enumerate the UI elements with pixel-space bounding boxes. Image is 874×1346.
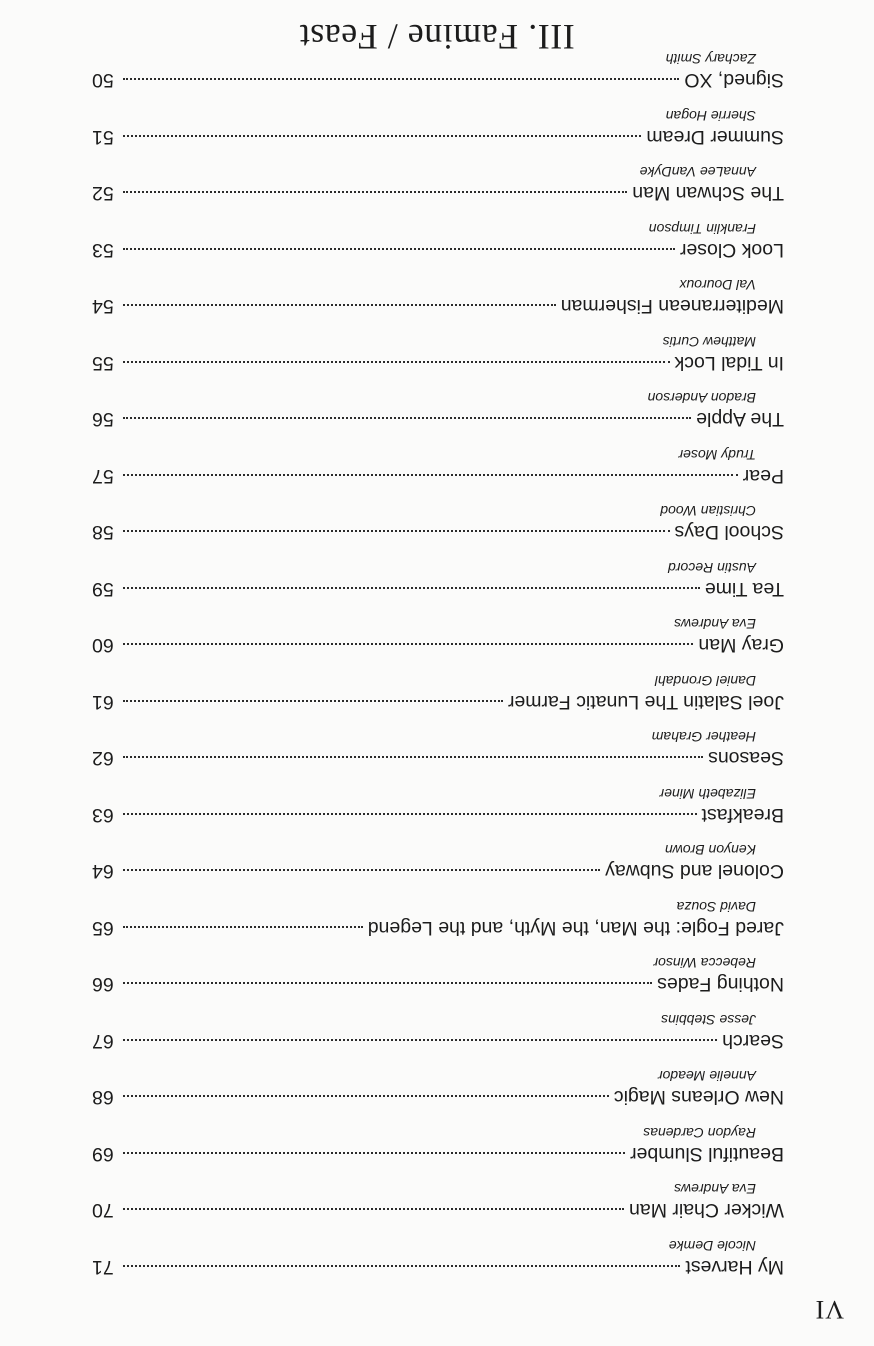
entry-author: Eva Andrews [674,616,756,633]
toc-entry-line [92,182,784,206]
toc-entry-line [92,1142,784,1166]
entry-page-number: 63 [92,804,114,826]
page-number: VI [814,1295,844,1324]
toc-entry-line [92,634,784,658]
toc-entry [92,1053,784,1110]
dot-leader [123,135,641,137]
toc-entry [92,545,784,602]
dot-leader [123,983,652,985]
dot-leader [123,1209,624,1211]
entry-author: Rebecca Winsor [653,955,756,972]
entry-title: New Orleans Magic [613,1086,784,1109]
dot-leader [123,1152,625,1154]
entry-title: Nothing Fades [657,973,784,996]
dot-leader [123,587,700,589]
entry-page-number: 52 [92,182,114,205]
toc-entry-line [92,125,784,149]
entry-page-number: 59 [92,578,114,600]
dot-leader [123,305,556,307]
entry-page-number: 58 [92,521,114,544]
dot-leader [123,248,675,250]
entry-author: Christian Wood [660,503,756,520]
toc-entry [92,206,784,263]
toc-entry-line [92,351,784,375]
dot-leader [123,418,691,420]
toc-entry [92,601,784,658]
entry-author: Zachary Smith [665,51,756,68]
entry-author: Heather Graham [651,729,756,746]
entry-page-number: 54 [92,295,114,318]
toc-entry [92,714,784,771]
dot-leader [123,361,670,363]
table-of-contents [92,36,784,1279]
toc-entry [92,375,784,432]
toc-entry-line [92,1199,784,1223]
entry-title: The Apple [696,408,784,431]
toc-entry-line [92,1029,784,1053]
toc-entry [92,149,784,206]
entry-title: Joel Salatin The Lunatic Farmer [507,691,784,713]
entry-title: In Tidal Lock [674,352,784,374]
entry-page-number: 64 [92,860,114,883]
entry-page-number: 71 [92,1256,114,1278]
entry-author: Bradon Anderson [647,390,756,407]
entry-title: Breakfast [701,804,784,826]
entry-author: Matthew Curtis [662,334,756,350]
entry-page-number: 69 [92,1143,114,1165]
entry-author: Sherrie Hogan [665,108,756,124]
toc-entry [92,658,784,715]
toc-entry-line [92,690,784,714]
entry-author: Austin Record [668,560,756,576]
toc-entry-line [92,747,784,771]
entry-author: Daniel Grondahl [654,673,756,689]
toc-entry-line [92,803,784,827]
toc-entry [92,319,784,376]
dot-leader [123,531,670,533]
entry-author: Kenyon Brown [664,842,756,859]
section-heading: III. Famine / Feast [299,17,575,57]
entry-page-number: 65 [92,917,114,939]
toc-entry-line [92,1255,784,1279]
toc-entry-line [92,238,784,262]
dot-leader [123,757,703,759]
entry-author: Nicole Demke [668,1238,756,1254]
entry-author: Elizabeth Miner [659,786,756,802]
toc-entry [92,771,784,828]
entry-title: Search [722,1030,784,1052]
entry-author: Eva Andrews [674,1181,756,1198]
entry-author: Val Douroux [679,277,756,294]
toc-entry-line [92,973,784,997]
entry-title: Beautiful Slumber [630,1143,784,1165]
dot-leader [123,813,697,815]
dot-leader [123,700,503,702]
dot-leader [123,926,363,928]
toc-entry [92,997,784,1054]
entry-author: Jesse Stebbins [661,1012,756,1028]
entry-title: Gray Man [698,634,784,657]
toc-entry-line [92,295,784,319]
entry-page-number: 50 [92,69,114,92]
entry-title: School Days [674,521,784,544]
dot-leader [123,1039,717,1041]
entry-page-number: 57 [92,465,114,487]
entry-author: Annelie Meador [657,1068,756,1085]
entry-title: Look Closer [679,239,784,261]
entry-author: Franklin Timpson [648,221,756,237]
toc-entry-line [92,69,784,93]
entry-author: David Souza [676,899,756,915]
entry-author: Trudy Moser [678,447,756,463]
entry-title: Mediterranean Fisherman [560,295,784,318]
toc-entry [92,940,784,997]
toc-entry [92,262,784,319]
toc-entry-line [92,464,784,488]
toc-entry-line [92,916,784,940]
dot-leader [123,474,738,476]
entry-page-number: 67 [92,1030,114,1052]
entry-title: Seasons [708,747,784,770]
entry-page-number: 56 [92,408,114,431]
toc-entry [92,1166,784,1223]
toc-entry [92,1110,784,1167]
dot-leader [123,192,627,194]
toc-entry [92,93,784,150]
dot-leader [123,644,693,646]
entry-title: Summer Dream [646,126,784,148]
entry-page-number: 53 [92,239,114,261]
toc-entry-line [92,408,784,432]
toc-entry [92,1223,784,1280]
toc-entry [92,884,784,941]
dot-leader [123,79,679,81]
entry-title: Wicker Chair Man [629,1199,784,1222]
entry-title: My Harvest [685,1256,784,1278]
entry-title: Pear [742,465,784,487]
entry-author: AnnaLee VanDyke [639,164,756,181]
toc-entry-line [92,577,784,601]
toc-entry [92,488,784,545]
entry-page-number: 70 [92,1199,114,1222]
toc-entry-line [92,1086,784,1110]
dot-leader [123,870,600,872]
entry-title: Tea Time [704,578,784,600]
entry-title: The Schwan Man [632,182,784,205]
entry-page-number: 60 [92,634,114,657]
entry-page-number: 68 [92,1086,114,1109]
entry-page-number: 66 [92,973,114,996]
dot-leader [123,1096,609,1098]
toc-entry-line [92,860,784,884]
entry-page-number: 62 [92,747,114,770]
entry-title: Jared Fogle: the Man, the Myth, and the Legend [367,917,784,939]
dot-leader [123,1265,680,1267]
entry-title: Signed, XO [684,69,784,92]
entry-page-number: 51 [92,126,114,148]
entry-page-number: 55 [92,352,114,374]
toc-entry-line [92,521,784,545]
entry-page-number: 61 [92,691,114,713]
toc-entry [92,432,784,489]
toc-entry [92,827,784,884]
entry-author: Raydon Cardenas [643,1125,756,1141]
entry-title: Colonel and Subway [605,860,784,883]
